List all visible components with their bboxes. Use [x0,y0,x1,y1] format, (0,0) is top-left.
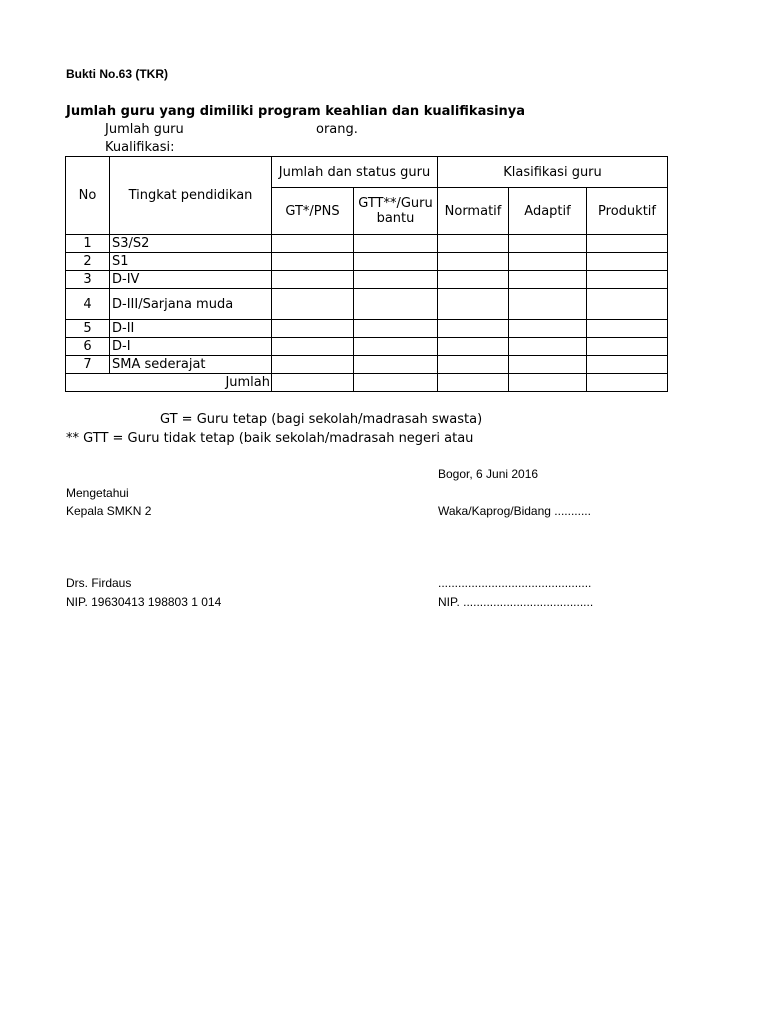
table-row [66,235,668,253]
document-title: Jumlah guru yang dimiliki program keahlian dan kualifikasinya [66,104,526,119]
jumlah-guru-unit: orang. [316,122,358,137]
cell-adaptif [509,235,587,253]
right-signatory-name: .............................................. [438,576,592,590]
cell-produktif [587,356,668,374]
mengetahui-label: Mengetahui [66,486,129,500]
header-gtt [354,188,438,235]
table-row [66,338,668,356]
header-adaptif: Adaptif [509,188,587,235]
row-no: 6 [66,338,110,356]
table-row [66,289,668,320]
row-level: D-IV [110,271,272,289]
cell-produktif [587,235,668,253]
cell-produktif [587,289,668,320]
cell-gt [272,235,354,253]
row-no: 1 [66,235,110,253]
cell-gt [272,320,354,338]
row-no: 7 [66,356,110,374]
cell-adaptif [509,320,587,338]
total-label: Jumlah [110,374,272,392]
total-spacer [66,374,110,392]
note-gt: GT = Guru tetap (bagi sekolah/madrasah swasta) [160,412,483,427]
cell-adaptif [509,271,587,289]
cell-normatif [438,271,509,289]
row-level: S1 [110,253,272,271]
cell-produktif [587,271,668,289]
cell-adaptif [509,338,587,356]
table-row [66,271,668,289]
left-signatory-name: Drs. Firdaus [66,576,132,590]
table-row [66,253,668,271]
teacher-qualification-table [65,156,668,392]
row-no: 2 [66,253,110,271]
row-level: S3/S2 [110,235,272,253]
place-date: Bogor, 6 Juni 2016 [438,467,539,481]
cell-gtt [354,374,438,392]
row-no: 5 [66,320,110,338]
left-signatory-title: Kepala SMKN 2 [66,504,152,518]
cell-gtt [354,235,438,253]
cell-produktif [587,338,668,356]
cell-gt [272,253,354,271]
cell-gtt [354,338,438,356]
evidence-label: Bukti No.63 (TKR) [66,67,168,81]
cell-adaptif [509,356,587,374]
cell-produktif [587,320,668,338]
cell-produktif [587,374,668,392]
right-signatory-title: Waka/Kaprog/Bidang ........... [438,504,591,518]
cell-adaptif [509,253,587,271]
cell-gtt [354,271,438,289]
cell-gtt [354,253,438,271]
header-no: No [66,157,110,235]
table-row [66,320,668,338]
table-row [66,356,668,374]
cell-normatif [438,356,509,374]
kualifikasi-label: Kualifikasi: [105,140,175,155]
cell-gtt [354,320,438,338]
right-signatory-nip: NIP. ....................................... [438,595,594,609]
header-tingkat: Tingkat pendidikan [110,157,272,235]
cell-gtt [354,356,438,374]
total-row [66,374,668,392]
row-level: SMA sederajat [110,356,272,374]
row-no: 3 [66,271,110,289]
cell-gt [272,374,354,392]
header-normatif: Normatif [438,188,509,235]
row-level: D-III/Sarjana muda [110,289,272,320]
row-level: D-I [110,338,272,356]
cell-gt [272,271,354,289]
header-produktif: Produktif [587,188,668,235]
cell-normatif [438,289,509,320]
cell-normatif [438,253,509,271]
row-level: D-II [110,320,272,338]
cell-gtt [354,289,438,320]
row-no: 4 [66,289,110,320]
left-signatory-nip: NIP. 19630413 198803 1 014 [66,595,222,609]
cell-gt [272,356,354,374]
cell-produktif [587,253,668,271]
header-klasifikasi: Klasifikasi guru [438,157,668,188]
header-jumlah-status: Jumlah dan status guru [272,157,438,188]
cell-gt [272,289,354,320]
header-gt-pns: GT*/PNS [272,188,354,235]
cell-normatif [438,338,509,356]
jumlah-guru-label: Jumlah guru [105,122,184,137]
cell-normatif [438,320,509,338]
header-gtt-line1: GTT**/Guru [358,196,433,211]
cell-normatif [438,374,509,392]
cell-gt [272,338,354,356]
note-gtt: ** GTT = Guru tidak tetap (baik sekolah/madrasah negeri atau [66,431,474,446]
cell-normatif [438,235,509,253]
header-gtt-line2: bantu [376,211,415,226]
cell-adaptif [509,289,587,320]
cell-adaptif [509,374,587,392]
